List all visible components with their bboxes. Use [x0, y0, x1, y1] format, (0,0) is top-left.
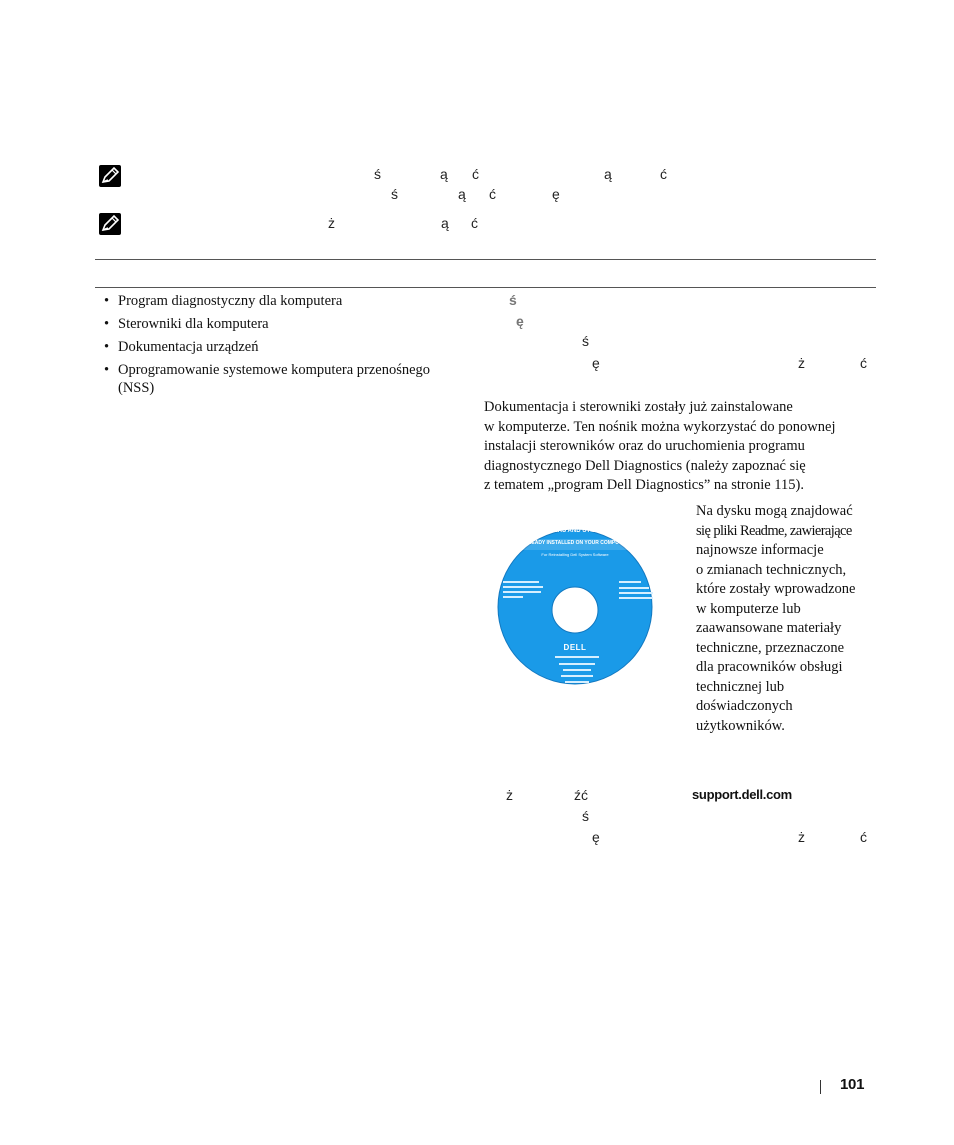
heading-glyph: ś	[509, 292, 517, 308]
list-item: • Program diagnostyczny dla komputera	[104, 292, 454, 310]
cd-text-line: najnowsze informacje	[696, 542, 824, 558]
bottom-glyph: ż	[506, 787, 513, 803]
intro-glyph: ś	[582, 333, 589, 349]
cd-dell-logo: DELL	[563, 643, 587, 652]
note-glyph: ż	[328, 215, 335, 231]
note-pencil-icon	[99, 165, 121, 187]
bottom-glyph: ż	[798, 829, 805, 845]
intro-glyph: ę	[592, 355, 600, 371]
cd-text-line: się pliki Readme, zawierające	[696, 522, 852, 539]
note-glyph: ą	[604, 166, 612, 182]
paragraph-line: diagnostycznego Dell Diagnostics (należy zapoznać się	[484, 457, 806, 474]
description-paragraph	[484, 398, 879, 496]
paragraph-line: w komputerze. Ten nośnik można wykorzystać do ponownej	[484, 418, 836, 435]
note-glyph: ś	[374, 166, 381, 182]
heading-glyph: ę	[516, 313, 524, 329]
cd-text-line: dla pracowników obsługi	[696, 659, 843, 675]
bottom-glyph: źć	[574, 787, 588, 803]
list-item: • Oprogramowanie systemowe komputera przenośnego (NSS)	[104, 361, 454, 397]
cd-description	[696, 502, 876, 736]
bottom-glyph: ś	[582, 808, 589, 824]
table-header-rule	[95, 287, 876, 288]
paragraph-line: z tematem „program Dell Diagnostics” na stronie 115).	[484, 477, 804, 493]
note-glyph: ą	[440, 166, 448, 182]
list-item: • Sterowniki dla komputera	[104, 315, 454, 333]
paragraph-line: instalacji sterowników oraz do uruchomienia programu	[484, 438, 805, 454]
cd-text-line: techniczne, przeznaczone	[696, 639, 845, 656]
page-number: 101	[840, 1076, 865, 1093]
cd-text-line: technicznej lub	[696, 678, 785, 695]
bottom-glyph: ć	[860, 829, 867, 845]
cd-subtitle: For Reinstalling Dell System Software	[541, 552, 609, 557]
note-glyph: ą	[458, 186, 466, 202]
cd-text-line: zaawansowane materiały	[696, 620, 842, 636]
cd-text-line: w komputerze lub	[696, 600, 801, 617]
intro-glyph: ż	[798, 355, 805, 371]
note-glyph: ć	[471, 215, 478, 231]
drivers-utilities-cd-image	[497, 513, 653, 689]
cd-title: DRIVERS AND UTILITIES	[539, 528, 611, 534]
table-top-rule	[95, 259, 876, 260]
cd-banner: ALREADY INSTALLED ON YOUR COMPUTER	[521, 540, 629, 546]
note-glyph: ś	[391, 186, 398, 202]
note-glyph: ę	[552, 186, 560, 202]
bottom-glyph: ę	[592, 829, 600, 845]
cd-text-line: doświadczonych	[696, 698, 793, 714]
contents-list	[104, 292, 454, 402]
paragraph-line: Dokumentacja i sterowniki zostały już zainstalowane	[484, 399, 793, 415]
cd-text-line: które zostały wprowadzone	[696, 581, 856, 597]
cd-text-line: użytkowników.	[696, 717, 785, 734]
cd-text-line: Na dysku mogą znajdować	[696, 503, 853, 519]
intro-glyph: ć	[860, 355, 867, 371]
note-glyph: ć	[660, 166, 667, 182]
note-glyph: ą	[441, 215, 449, 231]
note-glyph: ć	[472, 166, 479, 182]
note-glyph: ć	[489, 186, 496, 202]
page-number-separator	[820, 1080, 821, 1094]
support-link[interactable]: support.dell.com	[692, 787, 792, 802]
cd-text-line: o zmianach technicznych,	[696, 561, 847, 578]
note-pencil-icon	[99, 213, 121, 235]
list-item: • Dokumentacja urządzeń	[104, 338, 454, 356]
